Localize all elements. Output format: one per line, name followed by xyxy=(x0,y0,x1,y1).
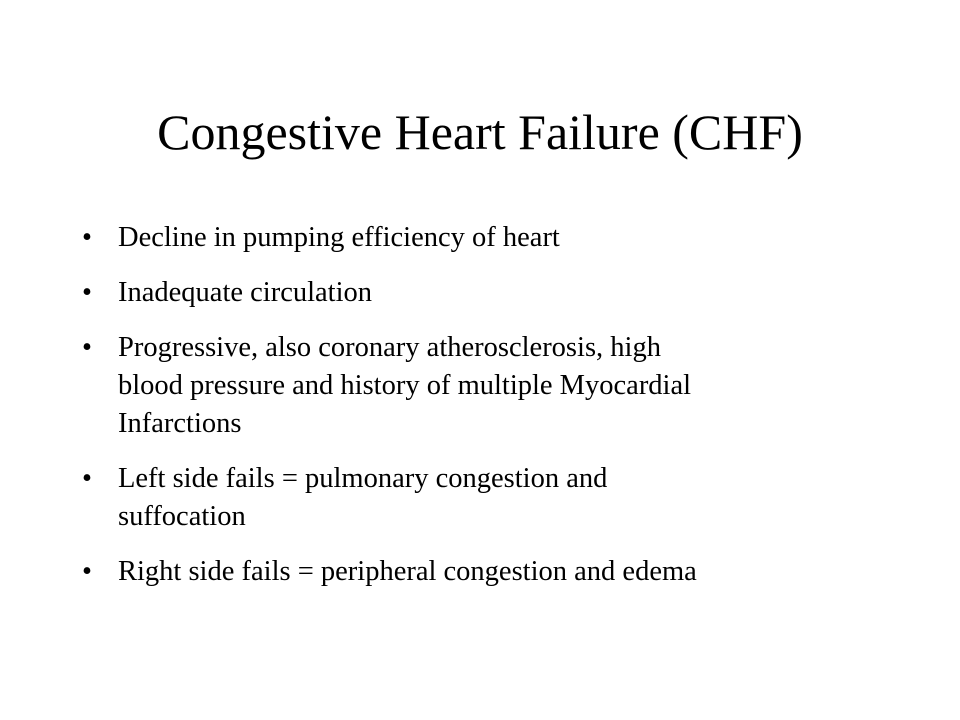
bullet-item-left-side xyxy=(82,460,892,536)
bullet-line: Left side fails = pulmonary congestion and xyxy=(118,463,608,494)
bullet-icon: • xyxy=(82,222,92,253)
bullet-icon: • xyxy=(82,556,92,587)
bullet-text xyxy=(118,553,892,591)
bullet-line: Progressive, also coronary atherosclerosis, high xyxy=(118,332,661,363)
bullet-line: Infarctions xyxy=(118,408,242,439)
bullet-line: Decline in pumping efficiency of heart xyxy=(118,222,560,253)
bullet-text xyxy=(118,329,892,443)
bullet-item-pumping-efficiency xyxy=(82,219,892,257)
bullet-text xyxy=(118,274,892,312)
bullet-icon: • xyxy=(82,277,92,308)
bullet-list xyxy=(82,219,892,591)
bullet-item-circulation xyxy=(82,274,892,312)
bullet-text xyxy=(118,219,892,257)
slide-title: Congestive Heart Failure (CHF) xyxy=(157,104,803,160)
bullet-line: suffocation xyxy=(118,501,246,532)
bullet-icon: • xyxy=(82,463,92,494)
bullet-icon: • xyxy=(82,332,92,363)
bullet-line: blood pressure and history of multiple Myocardial xyxy=(118,370,692,401)
bullet-line: Right side fails = peripheral congestion and edema xyxy=(118,556,697,587)
bullet-line: Inadequate circulation xyxy=(118,277,372,308)
bullet-item-progressive xyxy=(82,329,892,443)
bullet-item-right-side xyxy=(82,553,892,591)
bullet-text xyxy=(118,460,892,536)
